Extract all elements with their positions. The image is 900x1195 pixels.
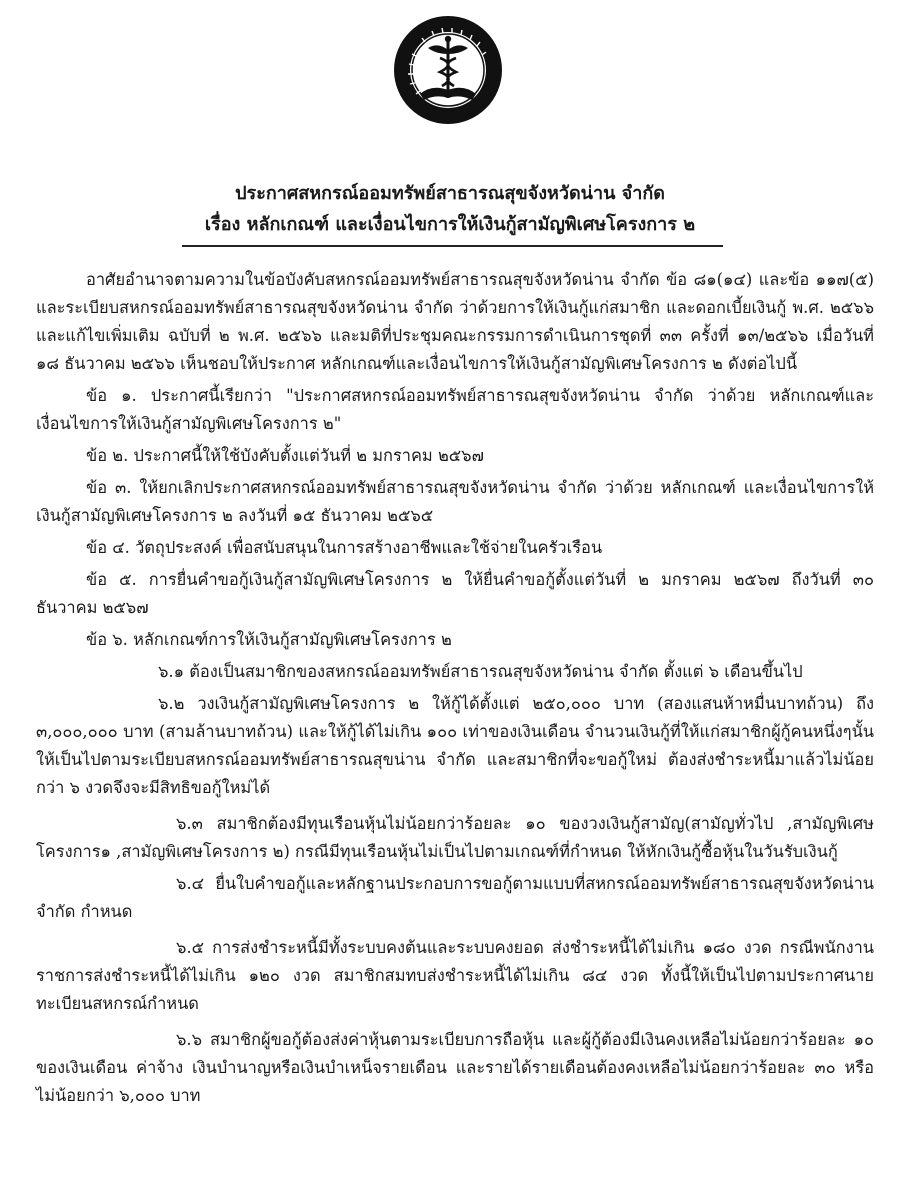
announcement-body bbox=[36, 266, 874, 1114]
announcement-subject: เรื่อง หลักเกณฑ์ และเงื่อนไขการให้เงินกู้สามัญพิเศษโครงการ ๒ bbox=[204, 214, 696, 235]
clause-3: ข้อ ๓. ให้ยกเลิกประกาศสหกรณ์ออมทรัพย์สาธารณสุขจังหวัดน่าน จำกัด ว่าด้วย หลักเกณฑ์ และเงื่อนไขการให้เงินกู้สามัญพิเศษโครงการ ๒ ลงวันที่ ๑๕ ธันวาคม ๒๕๖๕ bbox=[36, 478, 874, 525]
clause-6-3: ๖.๓ สมาชิกต้องมีทุนเรือนหุ้นไม่น้อยกว่าร้อยละ ๑๐ ของวงเงินกู้สามัญ(สามัญทั่วไป ,สามัญพิเศษโครงการ๑ ,สามัญพิเศษโครงการ ๒) กรณีมีทุนเรือนหุ้นไม่เป็นไปตามเกณฑ์ที่กำหนด ให้หักเงินกู้ซื้อหุ้นในวันรับเงินกู้ bbox=[36, 814, 874, 861]
clause-4: ข้อ ๔. วัตถุประสงค์ เพื่อสนับสนุนในการสร้างอาชีพและใช้จ่ายในครัวเรือน bbox=[86, 538, 603, 557]
clause-6: ข้อ ๖. หลักเกณฑ์การให้เงินกู้สามัญพิเศษโครงการ ๒ bbox=[86, 630, 452, 649]
clause-6-1: ๖.๑ ต้องเป็นสมาชิกของสหกรณ์ออมทรัพย์สาธารณสุขจังหวัดน่าน จำกัด ตั้งแต่ ๖ เดือนขึ้นไป bbox=[158, 662, 803, 681]
cooperative-seal-logo bbox=[392, 14, 504, 126]
title-underline bbox=[182, 245, 723, 247]
clause-5: ข้อ ๕. การยื่นคำขอกู้เงินกู้สามัญพิเศษโครงการ ๒ ให้ยื่นคำขอกู้ตั้งแต่วันที่ ๒ มกราคม ๒๕๖๗ ถึงวันที่ ๓๐ ธันวาคม ๒๕๖๗ bbox=[36, 570, 874, 617]
clause-6-5: ๖.๕ การส่งชำระหนี้มีทั้งระบบคงต้นและระบบคงยอด ส่งชำระหนี้ได้ไม่เกิน ๑๘๐ งวด กรณีพนักงานราชการส่งชำระหนี้ได้ไม่เกิน ๑๒๐ งวด สมาชิกสมทบส่งชำระหนี้ได้ไม่เกิน ๘๔ งวด ทั้งนี้ให้เป็นไปตามประกาศนายทะเบียนสหกรณ์กำหนด bbox=[36, 938, 874, 1013]
seal-icon bbox=[392, 14, 504, 126]
announcement-header bbox=[0, 178, 900, 240]
clause-6-2: ๖.๒ วงเงินกู้สามัญพิเศษโครงการ ๒ ให้กู้ได้ตั้งแต่ ๒๕๐,๐๐๐ บาท (สองแสนห้าหมื่นบาทถ้วน) ถึง ๓,๐๐๐,๐๐๐ บาท (สามล้านบาทถ้วน) และให้กู้ได้ไม่เกิน ๑๐๐ เท่าของเงินเดือน จำนวนเงินกู้ที่ให้แก่สมาชิกผู้กู้คนหนึ่งๆนั้น ให้เป็นไปตามระเบียบสหกรณ์ออมทรัพย์สาธารณสุขน่าน จำกัด และสมาชิกที่จะขอกู้ใหม่ ต้องส่งชำระหนี้มาแล้วไม่น้อยกว่า ๖ งวดจึงจะมีสิทธิขอกู้ใหม่ได้ bbox=[36, 694, 874, 797]
announcement-title: ประกาศสหกรณ์ออมทรัพย์สาธารณสุขจังหวัดน่าน จำกัด bbox=[235, 183, 665, 204]
clause-6-6: ๖.๖ สมาชิกผู้ขอกู้ต้องส่งค่าหุ้นตามระเบียบการถือหุ้น และผู้กู้ต้องมีเงินคงเหลือไม่น้อยกว่าร้อยละ ๑๐ ของเงินเดือน ค่าจ้าง เงินบำนาญหรือเงินบำเหน็จรายเดือน และรายได้รายเดือนต้องคงเหลือไม่น้อยกว่าร้อยละ ๓๐ หรือไม่น้อยกว่า ๖,๐๐๐ บาท bbox=[36, 1030, 874, 1105]
clause-2: ข้อ ๒. ประกาศนี้ให้ใช้บังคับตั้งแต่วันที่ ๒ มกราคม ๒๕๖๗ bbox=[86, 446, 484, 465]
preamble-paragraph: อาศัยอำนาจตามความในข้อบังคับสหกรณ์ออมทรัพย์สาธารณสุขจังหวัดน่าน จำกัด ข้อ ๘๑(๑๔) และข้อ ๑๑๗(๕) และระเบียบสหกรณ์ออมทรัพย์สาธารณสุขจังหวัดน่าน จำกัด ว่าด้วยการให้เงินกู้แก่สมาชิก และดอกเบี้ยเงินกู้ พ.ศ. ๒๕๖๖ และแก้ไขเพิ่มเติม ฉบับที่ ๒ พ.ศ. ๒๕๖๖ และมติที่ประชุมคณะกรรมการดำเนินการชุดที่ ๓๓ ครั้งที่ ๑๓/๒๕๖๖ เมื่อวันที่ ๑๘ ธันวาคม ๒๕๖๖ เห็นชอบให้ประกาศ หลักเกณฑ์และเงื่อนไขการให้เงินกู้สามัญพิเศษโครงการ ๒ ดังต่อไปนี้ bbox=[36, 270, 874, 373]
clause-1: ข้อ ๑. ประกาศนี้เรียกว่า "ประกาศสหกรณ์ออมทรัพย์สาธารณสุขจังหวัดน่าน จำกัด ว่าด้วย หลักเกณฑ์และเงื่อนไขการให้เงินกู้สามัญพิเศษโครงการ ๒" bbox=[36, 386, 874, 433]
clause-6-4: ๖.๔ ยื่นใบคำขอกู้และหลักฐานประกอบการขอกู้ตามแบบที่สหกรณ์ออมทรัพย์สาธารณสุขจังหวัดน่าน จำกัด กำหนด bbox=[36, 874, 874, 921]
